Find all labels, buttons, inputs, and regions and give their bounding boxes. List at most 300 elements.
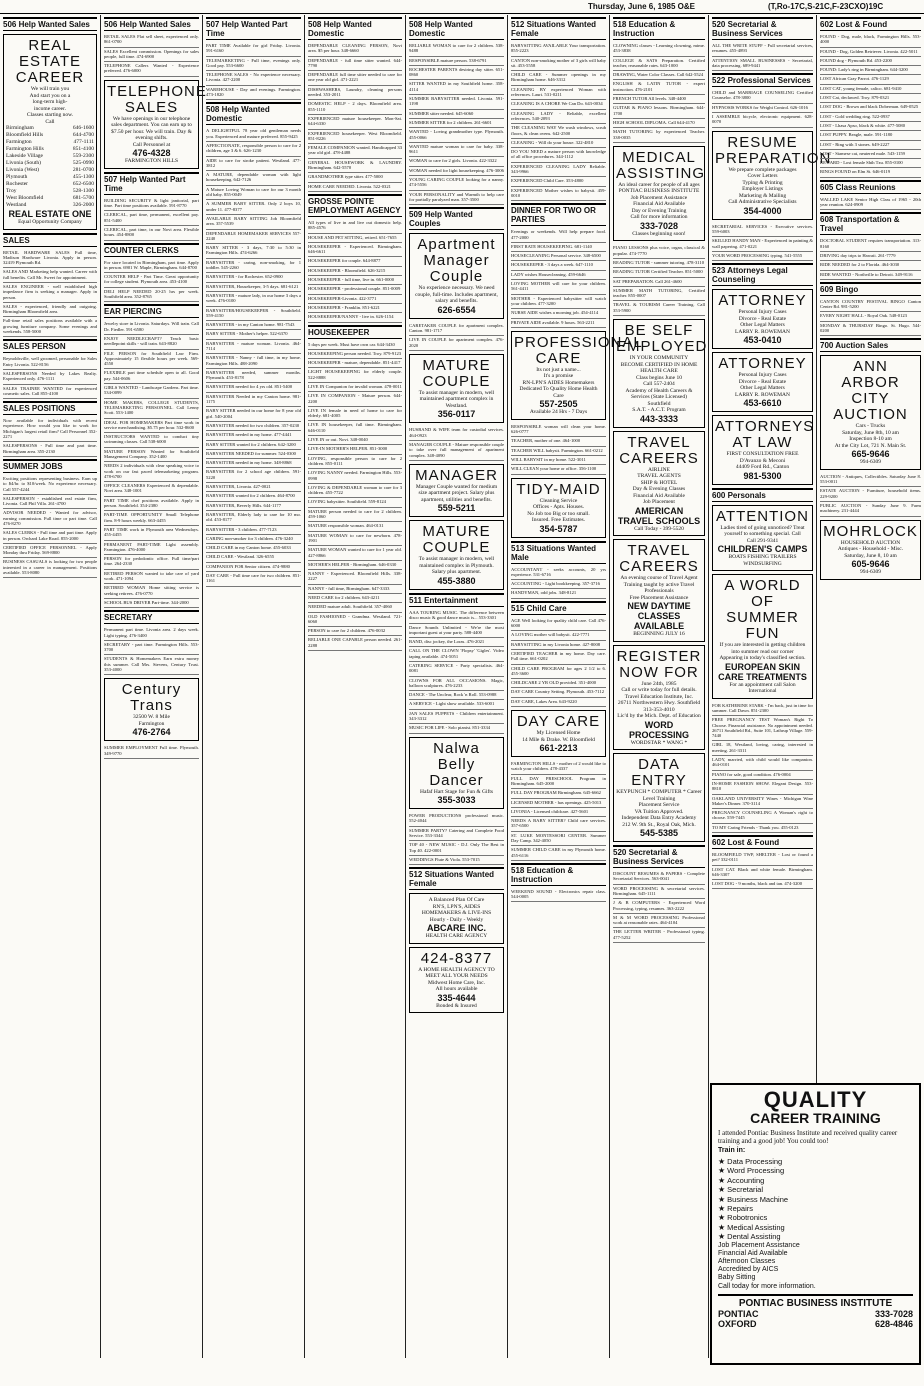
column-2 <box>101 15 207 1358</box>
display-ad-line: Manager Couple wanted for medium size apartment project. Salary plus apartment, utilities and benefits. <box>415 483 498 503</box>
classified-ad: BABYSITTER - caring, non-smoking, for 1 toddler. 545-2260 <box>206 259 301 274</box>
display-ad-box <box>613 431 705 537</box>
display-ad-footer: 545-5385 <box>639 828 679 839</box>
office-city: Birmingham <box>6 125 34 131</box>
ad-title: QUALITY <box>763 1087 868 1112</box>
display-ad-line: 313-353-4010 <box>643 706 675 713</box>
classified-ad: RELIABLE ONE CAPABLE person needed. 261-2288 <box>308 636 402 651</box>
classified-ad: RETAIL SALES Flat sell sheet, experienced only. 861-0700 <box>104 33 199 48</box>
classified-ad: HANDYMAN, odd jobs. 348-8121 <box>511 589 606 598</box>
classified-ad: CHILD CARE - Westland. 326-6555 <box>206 553 301 562</box>
training-item <box>718 1176 913 1185</box>
classified-ad: ALL THE WRITE STUFF - Full secretarial services, resumes. 455-4893 <box>712 42 813 57</box>
ad-extra-line: Job Placement Assistance <box>718 1241 800 1249</box>
display-ad-box <box>712 505 813 572</box>
display-ad-line: BECOME CERTIFIED IN HOME HEALTH CARE <box>620 361 698 375</box>
classified-ad: ATTENTION SMALL BUSINESSES - Secretarial, data processing. 689-9441 <box>712 57 813 72</box>
classified-ad: HOUSEKEEPER - full time, live in. 661-0000 <box>308 276 402 285</box>
classified-ad: CARING non-smoker for 3 children. 476-3240 <box>206 535 301 544</box>
star-icon: ★ <box>718 1204 726 1214</box>
classified-ad: LIVE IN housekeeper, full time. Birmingham. 646-0110 <box>308 421 402 436</box>
display-ad-box <box>511 478 606 538</box>
display-ad-footer: 476-4328 <box>132 148 171 159</box>
classified-ad: CANTON non-smoking mother of 3 girls will baby sit. 453-5558 <box>511 57 606 72</box>
star-icon: ★ <box>718 1166 726 1176</box>
classified-ad: BABYSITTING in my Livonia home. 427-8008 <box>511 641 606 650</box>
classified-ad: BABYSITTER - for Rochester. 652-0900 <box>206 273 301 282</box>
display-ad-box <box>3 34 97 230</box>
classified-ad: WAREHOUSE - Day and evenings. Farmington. 473-1820 <box>206 86 301 101</box>
display-ad-line: Call 291-9341 <box>746 537 779 544</box>
classified-ad: LOST - Siamese cat, neutered male. 543-1159 <box>820 150 921 159</box>
display-ad-box <box>104 678 199 741</box>
classified-ad: A LOVING mother will babysit. 422-7771 <box>511 631 606 640</box>
office-city: Plymouth <box>6 174 28 180</box>
training-item <box>718 1232 913 1241</box>
display-ad-line: Classes starting now. <box>26 112 74 118</box>
section-heading: 513 Situations Wanted Male <box>511 541 606 564</box>
classified-ad: YOUNG CARING COUPLE looking for a nanny. 474-5556 <box>409 176 504 191</box>
classified-ad: SECRETARY - part time. Farmington Hills. 553-3700 <box>104 641 199 656</box>
classified-ad: LIVE IN female in need of home to care for elderly. 681-4005 <box>308 407 402 422</box>
section-heading: 520 Secretarial & Business Services <box>613 845 705 868</box>
classified-ad: JAN SALES PUPPETS - Children entertainment. 343-3312 <box>409 710 504 725</box>
classified-ad: PART TIME Available for girl Friday. Livonia. 591-6160 <box>206 42 301 57</box>
display-ad-line: KEYPUNCH * COMPUTER * Career Level Training <box>616 789 702 802</box>
display-ad-line: We prepare complete packages <box>728 166 797 173</box>
office-city: Farmington Hills <box>6 146 44 152</box>
display-ad-line: All hours available <box>435 986 478 993</box>
office-row <box>6 195 94 202</box>
display-ad-line: D'Avanzo & Meconi <box>739 457 786 464</box>
ad-extra-line: Accredited by AICS <box>718 1266 779 1274</box>
classified-ad: DOCTORAL STUDENT requires transportation. 313-8160 <box>820 237 921 252</box>
display-ad-headline: DATA ENTRY <box>631 756 687 790</box>
classified-ad: AGE Well looking for quality child care. Call 476-6000 <box>511 617 606 632</box>
display-ad-line: Typing & Printing <box>742 179 783 186</box>
classified-ad: DAY CARE Country Setting. Plymouth. 453-7112 <box>511 688 606 697</box>
classified-ad: SUMMER MATH TUTORING, Certified teacher. 855-0007 <box>613 287 705 302</box>
display-ad-box <box>511 331 643 420</box>
display-ad-headline: REAL ESTATE CAREER <box>15 37 85 86</box>
section-heading: 600 Personals <box>712 488 813 502</box>
classified-ad: HOUSEKEEPER - mature, dependable. 851-4417 <box>308 359 402 368</box>
display-ad-note: Call Today - 399-5520 <box>634 525 684 532</box>
city-1: PONTIAC <box>718 1308 759 1319</box>
display-ad-line: At the City Lot, 721 N. Main St. <box>834 442 907 449</box>
office-city: Rochester <box>6 181 28 187</box>
classified-ad: CANTON COUNTRY FESTIVAL BINGO Canton Center Rd. 981-5200 <box>820 298 921 313</box>
classified-ad: J & B COMPUTERS - Experienced Word Processing, typing, resumes. 363-2222 <box>613 899 705 914</box>
star-icon: ★ <box>718 1194 726 1204</box>
classified-ad: BABYSITTER - Nanny - full time, in my home. Farmington Hills. 488-2090 <box>206 354 301 369</box>
display-ad-headline: 424-8377 <box>420 949 493 967</box>
classified-ad: MATURE WOMAN wanted to care for 1 year old. 427-8866 <box>308 546 402 561</box>
classified-ad: LIGHT HOUSEKEEPING for elderly couple. 522-8888 <box>308 368 402 383</box>
column-5 <box>406 15 508 1358</box>
office-phone: 455-1300 <box>72 174 94 180</box>
display-ad-headline: TRAVEL CAREERS <box>619 433 699 467</box>
display-ad-note: Equal Opportunity Company <box>18 219 82 225</box>
classified-ad: NEED CARE for 2 children. 643-4211 <box>308 594 402 603</box>
section-heading: SALES PERSON <box>3 339 97 353</box>
classified-ad: Exciting positions representing business. Earn up to $4/hr. to $10/week. No experience necessary. Call 557-4244 <box>3 475 97 495</box>
classified-ad: HOUSEKEEPER - 3 days a week. 647-1110 <box>511 261 606 270</box>
display-ad-line: Divorce - Real Estate <box>738 315 787 322</box>
classified-ad: CARETAKER COUPLE for apartment complex. Canton. 981-1717 <box>409 322 504 337</box>
ad-train-label: Train in: <box>718 1147 746 1154</box>
section-heading: 508 Help Wanted Domestic <box>308 17 402 40</box>
office-city: Troy <box>6 188 17 194</box>
classified-ad: FULL DAY PRESCHOOL Program in Birmingham. 645-2000 <box>511 775 606 790</box>
classified-ad: SECRETARIAL SERVICES - Executive services. 559-6003 <box>712 223 813 238</box>
section-heading: 605 Class Reunions <box>820 180 921 194</box>
display-ad-box <box>712 415 813 485</box>
display-ad-line: Class begins June 10 <box>636 374 682 381</box>
classified-ad: OAKLAND UNIVERSITY Wines - Michigan Wine Maker's Dinner. 370-3114 <box>712 795 813 810</box>
section-heading: 518 Education & Instruction <box>511 863 606 886</box>
classified-ad: DRAWING, Water Color Classes. Call 642-5524 <box>613 71 705 80</box>
classified-ad: HOME MAKERS, COLLEGE STUDENTS, TELEMARKETING PERSONNEL. Call Lenny Scott. 553-1400 <box>104 399 199 419</box>
display-ad-box <box>613 539 705 642</box>
office-city: Westland <box>6 202 27 208</box>
classified-ad: ADVISOR NEEDED - Wanted for advisor, earning commission. Full time or part time. Call 476-8270 <box>3 509 97 529</box>
classified-ad: FRENCH TUTOR All levels. 348-4400 <box>613 95 705 104</box>
training-item-label: Word Processing <box>727 1166 785 1176</box>
classified-ad: LADY, married, with child would like companion. 464-0101 <box>712 756 813 771</box>
classified-ad: A MATURE, dependable woman with light housekeeping. 642-7126 <box>206 171 301 186</box>
office-row <box>6 167 94 174</box>
classified-ad: DEPENDABLE HOMEMAKER SERVICES 557-2240 <box>206 230 301 245</box>
classified-ad: BABYSITTER needed, summer months. Plymouth. 453-8178 <box>206 369 301 384</box>
display-ad-line: LARRY R. ROWEMAN <box>735 391 790 398</box>
training-item <box>718 1157 913 1166</box>
classified-ad: WOMAN needed for light housekeeping. 476-3006 <box>409 167 504 176</box>
display-ad-footer: 981-5300 <box>743 470 782 481</box>
classified-ad: REWARD - Lost female Shih Tzu. 855-0100 <box>820 159 921 168</box>
display-ad-footer: 335-4644 <box>437 992 476 1003</box>
classified-ad: CERTIFIED OFFICE PERSONNEL - Apply Monday thru Friday. 569-8800 <box>3 544 97 559</box>
display-ad-line: Offices - Apts. Houses. <box>532 504 585 511</box>
display-ad-line: Personal Injury Cases <box>738 309 787 316</box>
office-city: Lakeside Village <box>6 153 43 159</box>
classified-ad: IDEAL FOR HOMEMAKERS Part time work in service merchandising. $5.75 per hour. 532-8600 <box>104 419 199 434</box>
classified-ad: SALESPERSONS Needed by Lakes Realty. Experienced only. 476-1111 <box>3 370 97 385</box>
display-ad-box <box>613 146 705 242</box>
display-ad-line: 44409 Ford Rd., Canton <box>735 464 790 471</box>
display-ad-footer: NEW DAYTIME CLASSES AVAILABLE <box>627 601 691 632</box>
display-ad-line: No experience necessary. We need couple, full-time. Includes apartment, salary and benefits. <box>415 285 498 305</box>
classified-ad: NEEDS 2 individuals with clear speaking voice to work on our fast paced telemarketing program. 478-6700 <box>104 462 199 482</box>
training-item <box>718 1166 913 1175</box>
office-phone: 477-1111 <box>73 139 94 145</box>
display-ad-line: FIRST CONSULTATION FREE <box>726 451 799 458</box>
classified-ad: NURSE AIDE wishes a morning job. 454-4114 <box>511 309 606 318</box>
display-ad-headline: MEDICAL ASSISTING <box>616 148 706 182</box>
classified-ad: BUSINESS CASUALS is looking for two people interested in a career in management. Positions available. 553-8080 <box>3 558 97 578</box>
display-ad-box <box>409 464 504 518</box>
classified-ad: BABY SITTER - 3 days, 7:30 to 5:30 in Farmington Hills. 474-6266 <box>206 244 301 259</box>
classified-ad: LIVE IN or out. Novi. 348-0040 <box>308 436 402 445</box>
classified-ad: BLOOMFIELD TWP, SHELTER - Lost or found a pet? 332-0111 <box>712 851 813 866</box>
classified-ad: POWER PRODUCTIONS professional music. 552-4044 <box>409 812 504 827</box>
classified-ad: FARMINGTON HILLS - mother of 2 would like to watch your children. 478-4337 <box>511 760 606 775</box>
office-row <box>6 153 94 160</box>
classified-ad: RINGS FOUND on Elm St. 646-0119 <box>820 168 921 177</box>
classified-ad: BABYSITTER - mature woman. Livonia. 464-7114 <box>206 340 301 355</box>
classified-ad: RIDE WANTED - Northville to Detroit. 349-9116 <box>820 271 921 280</box>
display-ad-footer: 355-3033 <box>437 795 476 806</box>
display-ad-headline: A WORLD OF SUMMER FUN <box>724 577 801 643</box>
classified-ad: IN-HOME FASHION SHOW. Elegant Design. 553-8810 <box>712 780 813 795</box>
training-item <box>718 1195 913 1204</box>
classified-ad: WILL CLEAN your home or office. 356-1100 <box>511 465 606 474</box>
classified-ad: CHILD and MARRIAGE COUNSELING Certified Counselor. 478-3800 <box>712 89 813 104</box>
office-phone: 281-0700 <box>72 167 94 173</box>
classified-ad: FULL DAY PROGRAM Birmingham. 645-6662 <box>511 789 606 798</box>
display-ad-line: Placement Service <box>638 802 680 809</box>
display-ad-note: Available 24 Hrs - 7 Days <box>529 409 588 416</box>
classified-ad: LOST Cat, declawed. Troy. 879-0321 <box>820 94 921 103</box>
classified-ad: HIGH SCHOOL DIPLOMA. Call 644-4170 <box>613 119 705 128</box>
display-ad-box <box>409 233 504 319</box>
classified-ad: SALESPERSON - established real estate firm, Livonia. Call Phil Villa. 261-4700 <box>3 495 97 510</box>
section-heading: 608 Transportation & Travel <box>820 212 921 235</box>
display-ad-headline: ATTENTION <box>716 507 809 525</box>
classified-ad: LOVING, responsible person to care for 2 children. 855-0111 <box>308 455 402 470</box>
classified-ad: SALES ENGINEER - well established high impedance firm is seeking a manager. Apply in person. <box>3 283 97 303</box>
display-ad-line: S.A.T. - A.C.T. Program <box>632 407 686 414</box>
classified-ad: M & M WORD PROCESSING Professional work at reasonable rates. 464-4104 <box>613 914 705 929</box>
classified-ad: LOST DOG - 9 months, black and tan. 474-3200 <box>712 880 813 889</box>
classified-ad: SAT PREPARATION. Call 261-4600 <box>613 278 705 287</box>
display-ad-line: VA Tuition Approved. <box>634 808 684 815</box>
classified-ad: PRIVATE AIDE available. 9 hours. 563-2211 <box>511 319 606 328</box>
display-ad-box <box>712 131 832 220</box>
classified-ad: BABYSITTER - 3 children. 477-7123 <box>206 526 301 535</box>
classified-ad: TELEMARKETING - Full time, evenings only. Good pay. 553-6600 <box>206 57 301 72</box>
training-item-label: Accounting <box>727 1175 765 1185</box>
display-ad-line: Antiques - Household - Misc. <box>837 546 904 553</box>
classified-ad: BAND, disc jockey, the Loras. 476-2021 <box>409 638 504 647</box>
display-ad-note: BOATS FISHING TRAILERS WINDSURFING <box>728 554 797 567</box>
classified-ad: ENGLISH & LATIN TUTOR - expert instruction. 476-2101 <box>613 80 705 95</box>
classified-ad: LOST African Gray Parrot. 476-1129 <box>820 75 921 84</box>
ad-extra-line: Baby Sitting <box>718 1274 756 1282</box>
classified-ad: BABYSITTER NEEDED for summer. 524-0300 <box>206 450 301 459</box>
classified-ad: MATURE WOMAN to care for newborn. 478-1901 <box>308 532 402 547</box>
display-ad-note: BEGINNING JULY 16 <box>633 631 685 638</box>
office-row <box>6 132 94 139</box>
display-ad-footer: WORD PROCESSING <box>628 719 689 740</box>
classified-ad: HOUSEKEEPER/NANNY - live in. 626-1154 <box>308 313 402 322</box>
display-ad-headline: DAY CARE <box>516 713 601 731</box>
display-ad-line: HOUSEHOLD AUCTION <box>840 539 901 546</box>
office-city: Farmington <box>6 139 32 145</box>
classified-ad: BABY SITTER needed in our home for 8 year old girl. 540-2004 <box>206 407 301 422</box>
classified-ad: LOST - Lhasa Apso, black & white. 477-5080 <box>820 122 921 131</box>
display-ad-headline: TIDY-MAID <box>516 480 601 498</box>
display-ad-note: Bonded & Insured <box>436 1002 477 1009</box>
office-row <box>6 139 94 146</box>
classified-ad: HYPNOSIS WORKS for Weight Control. 626-1016 <box>712 104 813 113</box>
classified-ad: EXPERIENCED Mother wishes to babysit. 459-0010 <box>511 187 606 202</box>
office-phone: 646-1600 <box>72 125 94 131</box>
classified-ad: Now available for individuals with recent experience. How would you like to work for Michigan's largest retail firm? Call Personnel 352-2271 <box>3 417 97 442</box>
classified-ad: TEACHER WILL babysit. Farmington. 661-0212 <box>511 447 606 456</box>
classified-ad: LIVE-IN MOTHER'S HELPER. 851-3000 <box>308 445 402 454</box>
classified-ad: FOUND: Lady's ring in Birmingham. 644-3200 <box>820 66 921 75</box>
classified-ad: CHILD CARE PROGRAM for ages 2 1/2 to 6. 455-3600 <box>511 665 606 680</box>
classified-ad: LIVE IN COMPANION - Mature person. 644-2200 <box>308 392 402 407</box>
display-ad-line: An evening course of Travel Agent Training taught by active Travel Professionals <box>620 575 698 595</box>
star-icon: ★ <box>718 1175 726 1185</box>
classified-ad: BABYSITTER needed for two children. 357-0230 <box>206 422 301 431</box>
display-ad-footer: REAL ESTATE ONE <box>8 209 92 219</box>
display-ad-note: 994-6309 <box>859 569 882 576</box>
classified-ad: CATERING SERVICE - Party specialists. 464-0081 <box>409 662 504 677</box>
classified-ad: LICENSED MOTHER - has openings. 425-5013 <box>511 799 606 808</box>
display-ad-box <box>409 520 504 590</box>
classified-ad: ST. LUKE MONTESSORI CENTER. Summer Day Camp. 342-4050 <box>511 832 606 847</box>
display-ad-line: Dedicated To Quality Home Health Care <box>519 386 598 399</box>
classified-ad: BABYSITTER, Livonia. 427-0021 <box>206 483 301 492</box>
office-city: Bloomfield Hills <box>6 132 44 138</box>
classified-ad: RETAIL HARDWARE SALES Full time, Madison Hardware Livonia. Apply in person. 32419 Plymouth Rd. <box>3 249 97 269</box>
classified-ad: Jewelry store in Livonia. Saturdays. Will train. Call Dr. Fiedler. 591-6580 <box>104 320 199 335</box>
classified-ad: MATURE PERSON Wanted for Southfield Management Company. 352-1400 <box>104 448 199 463</box>
classified-ad: CLOWNS FOR ALL OCCASIONS. Magic, balloon sculptures. 476-2233 <box>409 677 504 692</box>
display-ad-line: Employer Listings <box>742 186 783 193</box>
classified-ad: SUMMER BABYSITTER needed. Livonia. 591-1198 <box>409 95 504 110</box>
classified-ad: BABYSITTER, Housekeeper, 3-5 days. 681-6121 <box>206 283 301 292</box>
display-ad-line: 32500 W. 8 Mile <box>133 714 170 721</box>
classified-ad: BABYSITTER - in my Canton home. 981-7543 <box>206 321 301 330</box>
display-ad-line: Job Placement Assistance <box>630 194 688 201</box>
section-heading: COUNTER CLERKS <box>104 243 199 257</box>
office-phone: 851-4100 <box>72 146 94 152</box>
classified-ad: PIANO for sale, good condition. 476-0004 <box>712 771 813 780</box>
classified-ad: A DELIGHTFUL 78 year old gentleman needs you. Experienced and mature preferred. 855-9425 <box>206 127 301 142</box>
classified-ad: NEEDED mature adult. Southfield. 357-4060 <box>308 603 402 612</box>
display-ad-line: Its not just a name... <box>536 366 581 373</box>
display-ad-line: 14 Mile & Drake. W. Bloomfield <box>522 736 595 743</box>
section-heading: GROSSE POINTE EMPLOYMENT AGENCY <box>308 194 402 217</box>
classified-ad: STUDENTS & Homemakers Earn extra money this summer. Call Mrs. Stevens, Century Trust. 353-4000 <box>104 655 199 675</box>
display-ad-line: PONTIAC BUSINESS INSTITUTE <box>618 188 700 195</box>
display-ad-line: Cleaning Service <box>539 497 578 504</box>
office-row <box>6 125 94 132</box>
classified-ad: DO YOU NEED a mature person with knowledge of all office procedures. 344-1112 <box>511 148 606 163</box>
classified-ad: CLOWNING classes - Learning clowning, mime. 453-3838 <box>613 42 705 57</box>
section-heading: SUMMER JOBS <box>3 459 97 473</box>
ad-extra-line: Call today for more information. <box>718 1282 816 1290</box>
classified-ad: SKILLED HANDY MAN - Experienced in painting & wall papering. 471-0221 <box>712 237 813 252</box>
column-1 <box>0 15 101 1358</box>
display-ad-line: Other Legal Matters <box>740 385 785 392</box>
display-ad-footer: 559-5211 <box>437 503 476 514</box>
classified-ad: SALES AND Marketing help wanted. Career with full benefits. Call Mr. Sweet for appointment. <box>3 268 97 283</box>
display-ad-line: RN-LPN'S AIDES Homemakers <box>522 379 595 386</box>
display-ad-headline: ATTORNEYS AT LAW <box>715 418 815 452</box>
classified-ad: HOUSEKEEPER - professional couple. 851-0009 <box>308 285 402 294</box>
display-ad-note: For an appointment call Salon International <box>729 681 796 695</box>
display-ad-line: An ideal career for people of all ages <box>618 181 700 188</box>
classified-ad: AIDE to care for stroke patient. Westland. 477-3812 <box>206 157 301 172</box>
ad-extra-line: Afternoon Classes <box>718 1258 776 1266</box>
display-ad-line: Midwest Home Care, Inc. <box>428 979 485 986</box>
display-ad-footer: EUROPEAN SKIN CARE TREATMENTS <box>718 661 807 682</box>
classified-ad: SUMMER EMPLOYMENT Full time. Plymouth. 349-9770 <box>104 744 199 759</box>
training-item <box>718 1204 913 1213</box>
classified-ad: AVAILABLE BABY SITTING Job Bloomfield area. 357-5539 <box>206 215 301 230</box>
classified-ad: LOVING & DEPENDABLE woman to care for 3 children. 455-7722 <box>308 484 402 499</box>
classified-ad: Evenings or weekends. Will help prepare food. 477-2000 <box>511 228 606 243</box>
classified-ad: INSTRUCTORS WANTED to conduct tiny swimming classes. Call 538-6000 <box>104 433 199 448</box>
display-ad-line: If you are interested in getting children into summer read our corner <box>719 642 806 655</box>
classified-ad: MONDAY & THURSDAY Bingo. St. Hugo. 544-0200 <box>820 322 921 337</box>
classified-ad: COUNTER HELP - Part Time. Great opportunity for college student. Plymouth area. 453-4100 <box>104 273 199 288</box>
office-row <box>6 188 94 195</box>
display-ad-box <box>409 893 504 944</box>
display-ad-box <box>409 354 504 424</box>
classified-ad: SALES TRAINEE WANTED for experienced cosmetic sales. Call 855-4100 <box>3 385 97 400</box>
classified-ad: WEDDINGS Flute & Viola. 553-7015 <box>409 856 504 865</box>
classified-ad: TOP 40 - NEW MUSIC - D.J. Only The Best in Top 40. 422-0001 <box>409 841 504 856</box>
display-ad-line: Academy of Health Careers & Services (State Licensed) <box>625 387 693 401</box>
training-item <box>718 1213 913 1222</box>
ad-intro: I attended Pontiac Business Institute and received quality career training and a good job! You could too! <box>718 1129 898 1145</box>
classified-ad: PART TIME work in Plymouth area Wednesdays. 455-4455 <box>104 526 199 541</box>
display-ad-box <box>712 352 813 412</box>
office-city: Livonia (West) <box>6 167 40 173</box>
classified-ad: CLEANING LADY - Reliable, excellent references. 540-2093 <box>511 110 606 125</box>
display-ad-headline: ATTORNEY <box>718 355 807 373</box>
classified-ad: BABYSITTER needed in my home. 477-4441 <box>206 431 301 440</box>
classified-ad: BABY SITTER wanted for 2 children. 642-3200 <box>206 441 301 450</box>
display-ad-box <box>409 737 504 810</box>
display-ad-box <box>409 947 504 1014</box>
classified-ad: PART-TIME OPPORTUNITY Small Telephone firm. 8-9 hours weekly. 663-4455 <box>104 511 199 526</box>
classified-ad: BABYSITTER for 2 school age children. 591-5220 <box>206 468 301 483</box>
star-icon: ★ <box>718 1157 726 1166</box>
classified-ad: CLERICAL, part time, permanent, excellent pay. 851-5400 <box>104 211 199 226</box>
classified-ad: BABYSITTER Needed in my Canton home. 981-1175 <box>206 393 301 408</box>
section-heading: 509 Help Wanted Couples <box>409 207 504 230</box>
display-ad-line: To assist manager in modern, well maintained apartment complex in Westland. <box>418 389 495 409</box>
classified-ad: TRAVEL & TOURISM Career Training. Call 353-5900 <box>613 301 705 316</box>
display-ad-footer: ABCARE INC. <box>426 923 486 934</box>
classified-ad: CHILDCARE 2 YR OLD provided. 351-4000 <box>511 679 606 688</box>
classified-ad: THE CLEANING WAY We wash windows, scrub floors, & clean ovens. 642-2500 <box>511 124 606 139</box>
classified-ad: DELI HELP NEEDED 20-25 hrs per week. Southfield area. 352-8765 <box>104 288 199 303</box>
display-ad-line: Ladies tired of going unnoticed? Treat yourself to something special. Call <box>720 524 805 538</box>
classified-ad: For store located in Birmingham, part time. Apply in person. 6901 W. Maple, Birmingham. 644-8700 <box>104 259 199 274</box>
display-ad-line: Hafaf Hart Stage for Fun & Gifts <box>419 788 493 795</box>
classified-ad: PIANO LESSONS plus voice, organ, classical & popular. 474-7770 <box>613 244 705 259</box>
classified-ad: MATURE responsible woman. 464-0131 <box>308 522 402 531</box>
classified-ad: LIVONIA - Licensed childcare. 427-5601 <box>511 808 606 817</box>
display-ad-line: Call 557-2404 <box>643 381 675 388</box>
display-ad-line: LARRY R. ROWEMAN <box>735 328 790 335</box>
star-icon: ★ <box>718 1185 726 1195</box>
classified-ad: SUMMER SITTER for 2 children. 261-6601 <box>409 119 504 128</box>
section-heading: 508 Help Wanted Domestic <box>409 17 504 40</box>
classified-ad: ENJOY NEEDLECRAFT? Teach basic needlepoint skills - will train. 643-8820 <box>104 335 199 350</box>
office-phone: 681-5700 <box>72 195 94 201</box>
classified-ad: I ASSEMBLE bicycle, electronic equipment. 628-0070 <box>712 113 813 128</box>
phone-2: 628-4846 <box>874 1318 913 1329</box>
